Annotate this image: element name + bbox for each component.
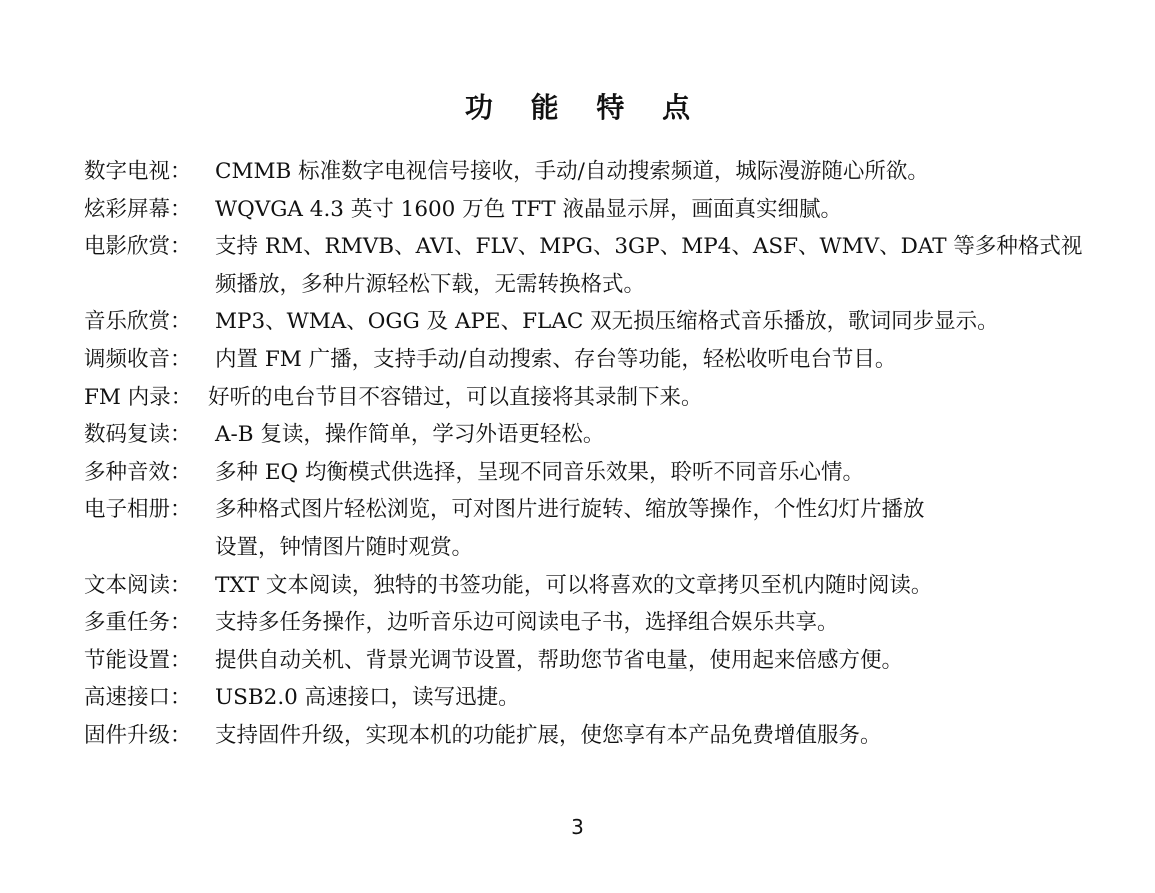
- feature-description-line: CMMB 标准数字电视信号接收，手动/自动搜索频道，城际漫游随心所欲。: [215, 159, 929, 184]
- feature-description: [215, 491, 925, 566]
- feature-description-line: 好听的电台节目不容错过，可以直接将其录制下来。: [208, 384, 703, 410]
- feature-item: [84, 303, 1084, 341]
- feature-label: 数字电视：: [84, 159, 192, 184]
- feature-description: [215, 567, 932, 605]
- feature-label: 电影欣赏：: [84, 234, 192, 260]
- feature-description: [215, 604, 839, 642]
- feature-description-line: 设置，钟情图片随时观赏。: [215, 534, 474, 560]
- feature-description-line: WQVGA 4.3 英寸 1600 万色 TFT 液晶显示屏，画面真实细腻。: [215, 196, 842, 222]
- feature-item: [84, 454, 1084, 492]
- feature-description-line: 支持固件升级，实现本机的功能扩展，使您享有本产品免费增值服务。: [215, 722, 882, 748]
- feature-description: [215, 341, 896, 379]
- feature-description-line: 提供自动关机、背景光调节设置，帮助您节省电量，使用起来倍感方便。: [215, 647, 904, 673]
- feature-label: 节能设置：: [84, 647, 192, 673]
- feature-label: 炫彩屏幕：: [84, 196, 192, 222]
- feature-description: [215, 717, 882, 755]
- feature-description-line: 内置 FM 广播，支持手动/自动搜索、存台等功能，轻松收听电台节目。: [215, 346, 897, 372]
- feature-item: [84, 379, 1084, 417]
- feature-description: [215, 153, 929, 191]
- feature-list: [84, 153, 1084, 755]
- feature-label: FM 内录：: [84, 384, 193, 410]
- feature-label: 调频收音：: [84, 346, 192, 372]
- feature-description: [215, 679, 520, 717]
- feature-description-line: TXT 文本阅读，独特的书签功能，可以将喜欢的文章拷贝至机内随时阅读。: [215, 572, 933, 598]
- feature-label: 固件升级：: [84, 722, 192, 748]
- feature-description-line: A-B 复读，操作简单，学习外语更轻松。: [215, 422, 605, 448]
- page-number: 3: [571, 815, 584, 839]
- feature-description: [215, 454, 864, 492]
- feature-description: [215, 416, 604, 454]
- feature-label: 数码复读：: [84, 422, 192, 448]
- feature-item: [84, 153, 1084, 191]
- feature-label: 电子相册：: [84, 497, 192, 523]
- feature-description-line: 多种 EQ 均衡模式供选择，呈现不同音乐效果，聆听不同音乐心情。: [215, 459, 864, 485]
- feature-description-line: 支持多任务操作，边听音乐边可阅读电子书，选择组合娱乐共享。: [215, 610, 839, 636]
- feature-description: [215, 228, 1082, 303]
- feature-label: 音乐欣赏：: [84, 309, 192, 335]
- feature-label: 文本阅读：: [84, 572, 192, 598]
- feature-description: [215, 191, 842, 229]
- feature-item: [84, 341, 1084, 379]
- feature-item: [84, 604, 1084, 642]
- feature-description-line: 多种格式图片轻松浏览，可对图片进行旋转、缩放等操作，个性幻灯片播放: [215, 497, 925, 523]
- feature-description: [215, 642, 903, 680]
- feature-description: [215, 303, 999, 341]
- feature-item: [84, 416, 1084, 454]
- feature-label: 多种音效：: [84, 459, 192, 485]
- feature-description-line: MP3、WMA、OGG 及 APE、FLAC 双无损压缩格式音乐播放，歌词同步显示。: [215, 309, 999, 335]
- feature-description: [208, 379, 703, 417]
- feature-label: 多重任务：: [84, 610, 192, 636]
- feature-item: [84, 491, 1084, 566]
- page-title: 功 能 特 点: [464, 91, 705, 124]
- feature-label: 高速接口：: [84, 685, 192, 711]
- feature-item: [84, 567, 1084, 605]
- feature-description-line: 频播放，多种片源轻松下载，无需转换格式。: [215, 271, 646, 297]
- feature-item: [84, 679, 1084, 717]
- feature-item: [84, 642, 1084, 680]
- feature-description-line: USB2.0 高速接口，读写迅捷。: [215, 685, 520, 711]
- feature-item: [84, 717, 1084, 755]
- feature-item: [84, 228, 1084, 303]
- feature-item: [84, 191, 1084, 229]
- feature-description-line: 支持 RM、RMVB、AVI、FLV、MPG、3GP、MP4、ASF、WMV、DAT 等多种格式视: [215, 234, 1083, 260]
